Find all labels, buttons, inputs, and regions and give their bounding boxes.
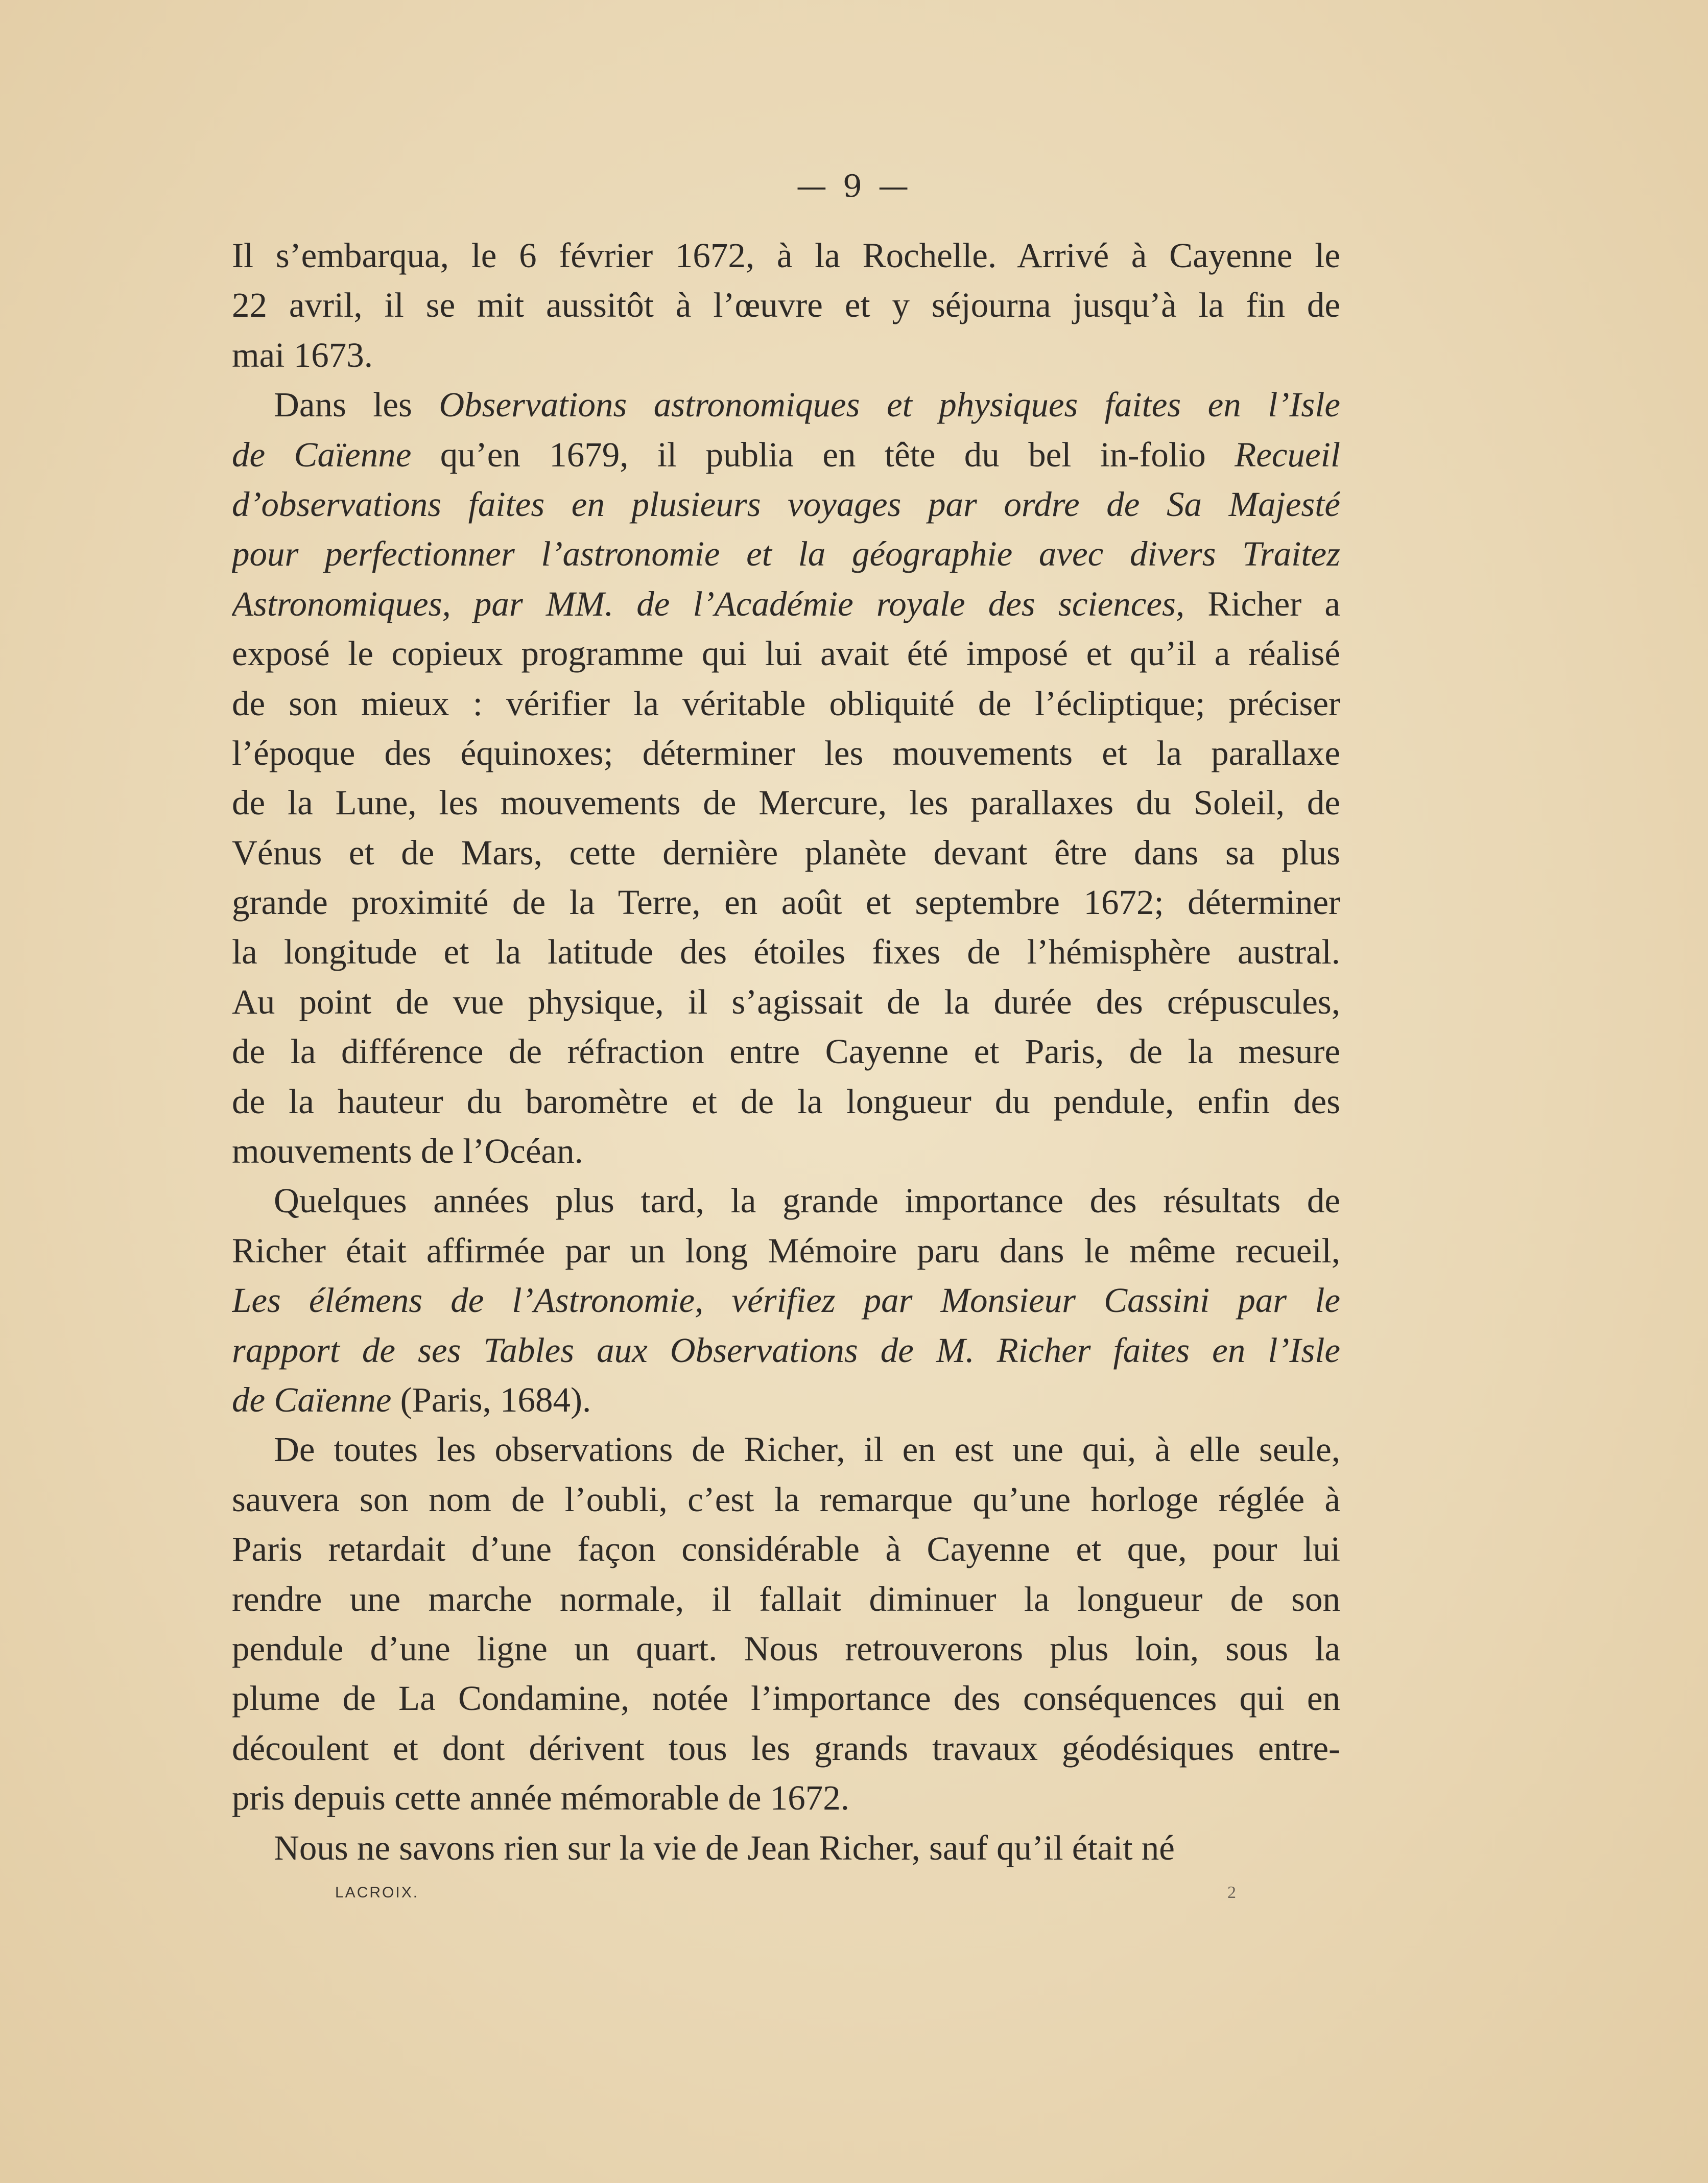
text-line [232,1077,1340,1126]
text-line [232,430,1340,480]
text-line [232,280,1340,330]
text-run: 22 avril, il se mit aussitôt à l’œuvre et y séjourna jusqu’à la fin de [232,286,1340,325]
text-line [232,380,1340,430]
text-line [232,331,1340,380]
body-text [232,231,1340,1873]
text-line [232,629,1340,678]
printer-signature-mark: LACROIX. [335,1884,419,1901]
italic-title-text: pour perfectionner l’astronomie et la géographie avec divers Traitez [232,534,1340,574]
text-line [232,1027,1340,1076]
text-line [232,1425,1340,1474]
italic-title-text: Les élémens de l’Astronomie, vérifiez par Monsieur Cassini par le [232,1281,1340,1320]
text-run: de son mieux : vérifier la véritable obliquité de l’écliptique; préciser [232,684,1340,723]
text-line [232,1674,1340,1723]
text-line [232,1575,1340,1624]
text-run: De toutes les observations de Richer, il en est une qui, à elle seule, [274,1430,1340,1469]
text-run: Au point de vue physique, il s’agissait de la durée des crépuscules, [232,982,1340,1021]
text-run: Vénus et de Mars, cette dernière planète devant être dans sa plus [232,833,1340,872]
italic-title-text: Recueil [1235,435,1340,474]
text-line [232,480,1340,529]
text-run: Quelques années plus tard, la grande importance des résultats de [274,1181,1340,1220]
text-line [232,1326,1340,1375]
italic-title-text: de Caïenne [232,1380,392,1419]
text-line [232,1524,1340,1574]
text-run: Richer a [1184,584,1340,623]
text-run: Il s’embarqua, le 6 février 1672, à la Rochelle. Arrivé à Cayenne le [232,236,1340,275]
text-line [232,231,1340,280]
text-line [232,1823,1340,1873]
text-run: grande proximité de la Terre, en août et septembre 1672; déterminer [232,883,1340,922]
text-run: plume de La Condamine, notée l’importance des conséquences qui en [232,1679,1340,1718]
text-line [232,977,1340,1027]
text-run: exposé le copieux programme qui lui avait été imposé et qu’il a réalisé [232,634,1340,673]
italic-title-text: rapport de ses Tables aux Observations de M. Richer faites en l’Isle [232,1330,1340,1370]
text-line [232,778,1340,828]
text-run: l’époque des équinoxes; déterminer les mouvements et la parallaxe [232,733,1340,772]
text-run: de la différence de réfraction entre Cayenne et Paris, de la mesure [232,1032,1340,1071]
text-line [232,878,1340,927]
sheet-number: 2 [1227,1883,1236,1902]
text-line [232,1176,1340,1226]
text-line [232,1475,1340,1524]
text-line [232,529,1340,579]
text-run: rendre une marche normale, il fallait diminuer la longueur de son [232,1579,1340,1618]
text-run: Richer était affirmée par un long Mémoire paru dans le même recueil, [232,1231,1340,1270]
text-run: découlent et dont dérivent tous les grands travaux géodésiques entre- [232,1728,1340,1768]
italic-title-text: Astronomiques, par MM. de l’Académie royale des sciences, [232,584,1185,623]
text-line [232,1773,1340,1823]
text-line [232,679,1340,729]
page-number: — 9 — [796,169,912,204]
text-line [232,828,1340,878]
text-run: qu’en 1679, il publia en tête du bel in-folio [411,435,1235,474]
text-run: pris depuis cette année mémorable de 1672. [232,1778,849,1818]
text-line [232,1276,1340,1325]
text-run: mouvements de l’Océan. [232,1132,583,1171]
text-run: la longitude et la latitude des étoiles fixes de l’hémisphère austral. [232,932,1340,972]
text-run: sauvera son nom de l’oubli, c’est la remarque qu’une horloge réglée à [232,1480,1340,1519]
text-run: de la hauteur du baromètre et de la longueur du pendule, enfin des [232,1082,1340,1121]
text-line [232,1226,1340,1276]
italic-title-text: Observations astronomiques et physiques faites en l’Isle [439,385,1340,425]
text-run: Nous ne savons rien sur la vie de Jean Richer, sauf qu’il était né [274,1828,1175,1867]
text-line [232,579,1340,629]
text-line [232,1624,1340,1674]
text-run: Dans les [274,385,439,425]
text-line [232,927,1340,977]
text-run: Paris retardait d’une façon considérable à Cayenne et que, pour lui [232,1530,1340,1569]
text-line [232,1375,1340,1425]
text-line [232,729,1340,778]
text-run: de la Lune, les mouvements de Mercure, les parallaxes du Soleil, de [232,783,1340,823]
text-run: pendule d’une ligne un quart. Nous retrouverons plus loin, sous la [232,1629,1340,1668]
italic-title-text: de Caïenne [232,435,412,474]
text-run: mai 1673. [232,335,373,374]
text-line [232,1724,1340,1773]
text-run: (Paris, 1684). [391,1380,591,1419]
italic-title-text: d’observations faites en plusieurs voyages par ordre de Sa Majesté [232,484,1340,524]
text-line [232,1126,1340,1176]
